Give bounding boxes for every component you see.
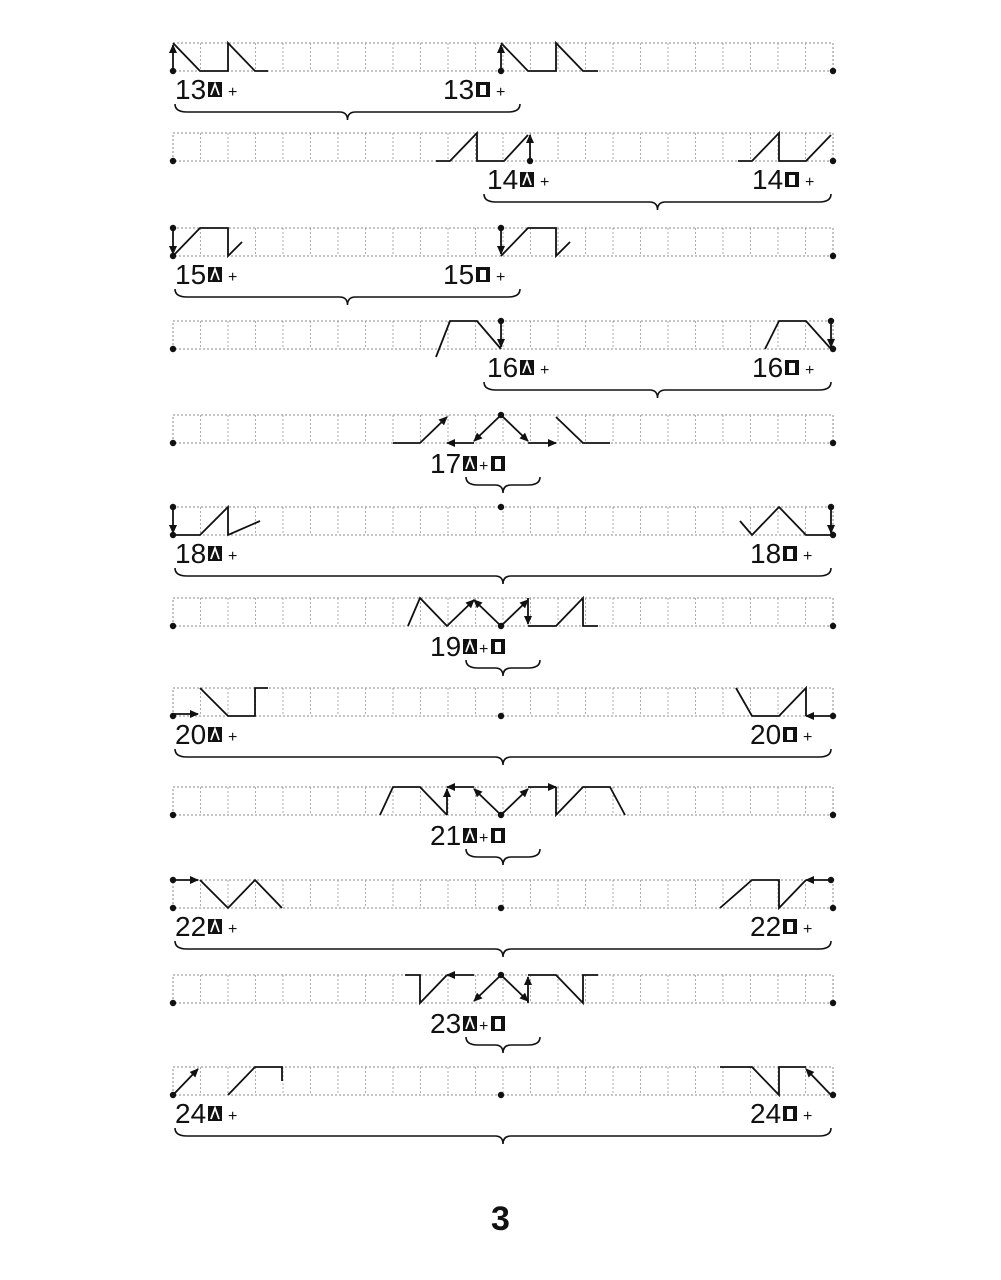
- exercise-number: 24: [175, 1098, 207, 1129]
- zigzag-left: [200, 880, 282, 908]
- plus-sign: +: [803, 729, 813, 746]
- mid-dot: [498, 504, 504, 510]
- label-center: [430, 820, 505, 851]
- label-right: [752, 352, 814, 383]
- stroke-b-icon: [783, 919, 797, 934]
- brace: [466, 1037, 540, 1053]
- label-left: [175, 719, 237, 750]
- stroke-b-icon: [491, 639, 505, 654]
- arrow-diag: [173, 1069, 198, 1095]
- stroke-a-icon: [520, 172, 534, 187]
- stroke-a-icon: [463, 639, 477, 654]
- stroke-b-icon-mark: [787, 1109, 793, 1119]
- grid-end-dot: [170, 158, 176, 164]
- stroke-b-icon: [783, 1106, 797, 1121]
- zigzag-right: [528, 598, 598, 626]
- grid-end-dot: [830, 440, 836, 446]
- exercise-row-13: [170, 43, 836, 120]
- exercise-number: 23: [430, 1008, 462, 1039]
- stroke-b-icon-mark: [789, 175, 795, 185]
- brace: [466, 477, 540, 493]
- exercise-row-18: [170, 504, 836, 584]
- brace: [175, 289, 520, 305]
- plus-sign: +: [805, 174, 815, 191]
- brace: [175, 1128, 831, 1144]
- label-left: [487, 352, 549, 383]
- exercise-number: 20: [175, 719, 207, 750]
- mid-dot: [498, 905, 504, 911]
- grid-end-dot: [170, 346, 176, 352]
- plus-sign: +: [479, 458, 489, 475]
- exercise-number: 19: [430, 631, 462, 662]
- zigzag-left: [228, 1067, 282, 1095]
- zigzag-right: [720, 1067, 806, 1095]
- start-dot: [498, 972, 504, 978]
- stroke-b-icon-mark: [495, 1019, 501, 1029]
- plus-sign: +: [803, 1108, 813, 1125]
- zigzag-right: [528, 975, 598, 1003]
- exercise-row-14: [170, 133, 836, 210]
- exercise-row-22: [170, 877, 836, 957]
- arrow-diag: [474, 975, 501, 1001]
- exercise-row-19: [170, 598, 836, 676]
- plus-sign: +: [228, 921, 238, 938]
- plus-sign: +: [496, 269, 506, 286]
- start-dot: [828, 877, 834, 883]
- label-right: [750, 1098, 812, 1129]
- exercise-number: 14: [487, 164, 519, 195]
- plus-sign: +: [803, 548, 813, 565]
- mid-dot: [498, 623, 504, 629]
- mid-dot: [498, 812, 504, 818]
- brace: [466, 849, 540, 865]
- brace: [484, 194, 831, 210]
- zigzag-left: [393, 417, 447, 443]
- stroke-b-icon-mark: [480, 85, 486, 95]
- start-dot: [498, 225, 504, 231]
- stroke-a-icon: [463, 1016, 477, 1031]
- arrow-diag: [501, 415, 528, 441]
- stroke-b-icon-mark: [495, 831, 501, 841]
- exercise-row-20: [170, 688, 836, 765]
- stroke-b-icon-mark: [787, 730, 793, 740]
- brace: [466, 660, 540, 676]
- label-left: [175, 1098, 237, 1129]
- arrow-diag: [501, 600, 528, 626]
- page-number: 3: [491, 1200, 510, 1238]
- exercise-number: 13: [443, 74, 475, 105]
- start-dot: [170, 504, 176, 510]
- label-left: [175, 538, 237, 569]
- zigzag-right: [556, 417, 610, 443]
- stroke-b-icon: [476, 267, 490, 282]
- plus-sign: +: [496, 84, 506, 101]
- exercise-row-24: [170, 1067, 836, 1144]
- plus-sign: +: [540, 362, 550, 379]
- exercise-number: 22: [750, 911, 782, 942]
- arrow-diag: [501, 789, 528, 815]
- zigzag-left: [405, 975, 447, 1003]
- grid-end-dot: [830, 68, 836, 74]
- exercise-number: 16: [487, 352, 519, 383]
- stroke-b-icon: [491, 1016, 505, 1031]
- plus-sign: +: [540, 174, 550, 191]
- exercise-number: 18: [175, 538, 207, 569]
- start-dot: [498, 412, 504, 418]
- brace: [175, 749, 831, 765]
- exercise-row-17: [170, 412, 836, 493]
- stroke-b-icon-mark: [495, 642, 501, 652]
- plus-sign: +: [228, 729, 238, 746]
- stroke-b-icon-mark: [787, 549, 793, 559]
- zigzag-left: [380, 787, 447, 815]
- zigzag-right: [501, 43, 598, 71]
- label-left: [487, 164, 549, 195]
- plus-sign: +: [479, 1018, 489, 1035]
- stroke-b-icon: [783, 727, 797, 742]
- stroke-a-icon: [208, 82, 222, 97]
- exercise-row-16: [170, 318, 836, 398]
- label-center: [430, 448, 505, 479]
- exercise-number: 16: [752, 352, 784, 383]
- stroke-b-icon-mark: [787, 922, 793, 932]
- mid-dot: [527, 158, 533, 164]
- exercise-row-23: [170, 972, 836, 1053]
- zigzag-left: [173, 507, 260, 535]
- stroke-a-icon: [208, 546, 222, 561]
- start-dot: [498, 318, 504, 324]
- exercise-number: 13: [175, 74, 207, 105]
- stroke-a-icon: [520, 360, 534, 375]
- label-left: [175, 911, 237, 942]
- stroke-b-icon: [491, 456, 505, 471]
- stroke-b-icon: [476, 82, 490, 97]
- stroke-a-icon: [463, 828, 477, 843]
- label-left: [175, 74, 237, 105]
- zigzag-right: [765, 321, 831, 349]
- brace: [175, 941, 831, 957]
- exercise-number: 18: [750, 538, 782, 569]
- start-dot: [828, 504, 834, 510]
- stroke-b-icon: [785, 360, 799, 375]
- zigzag-left: [173, 43, 268, 71]
- stroke-a-icon: [208, 919, 222, 934]
- grid-end-dot: [170, 440, 176, 446]
- stroke-a-icon: [208, 1106, 222, 1121]
- label-right: [443, 259, 505, 290]
- stroke-b-icon: [491, 828, 505, 843]
- exercise-number: 21: [430, 820, 462, 851]
- exercise-number: 15: [175, 259, 207, 290]
- zigzag-left: [173, 228, 242, 256]
- mid-dot: [498, 713, 504, 719]
- grid-end-dot: [170, 623, 176, 629]
- mid-dot: [498, 68, 504, 74]
- zigzag-right: [740, 507, 831, 535]
- stroke-a-icon: [463, 456, 477, 471]
- grid-end-dot: [830, 623, 836, 629]
- zigzag-left: [200, 688, 268, 716]
- brace: [175, 104, 520, 120]
- arrow-diag: [806, 1069, 831, 1095]
- zigzag-right: [720, 880, 806, 908]
- plus-sign: +: [228, 1108, 238, 1125]
- grid-end-dot: [830, 1000, 836, 1006]
- exercise-number: 15: [443, 259, 475, 290]
- label-right: [750, 719, 812, 750]
- grid-end-dot: [830, 158, 836, 164]
- label-right: [750, 538, 812, 569]
- label-center: [430, 631, 505, 662]
- label-right: [443, 74, 505, 105]
- zigzag-left: [436, 133, 528, 161]
- plus-sign: +: [479, 830, 489, 847]
- start-dot: [828, 318, 834, 324]
- zigzag-right: [736, 688, 806, 716]
- stroke-b-icon-mark: [789, 363, 795, 373]
- label-left: [175, 259, 237, 290]
- stroke-b-icon-mark: [480, 270, 486, 280]
- exercise-row-15: [170, 225, 836, 305]
- plus-sign: +: [228, 84, 238, 101]
- start-dot: [170, 877, 176, 883]
- grid-end-dot: [170, 1000, 176, 1006]
- grid-end-dot: [830, 812, 836, 818]
- label-right: [752, 164, 814, 195]
- brace: [484, 382, 831, 398]
- exercise-number: 14: [752, 164, 784, 195]
- plus-sign: +: [228, 548, 238, 565]
- arrow-diag: [474, 600, 501, 626]
- zigzag-left: [408, 598, 474, 626]
- start-dot: [170, 225, 176, 231]
- stroke-a-icon: [208, 727, 222, 742]
- stroke-a-icon: [208, 267, 222, 282]
- label-right: [750, 911, 812, 942]
- stroke-b-icon-mark: [495, 459, 501, 469]
- stroke-b-icon: [785, 172, 799, 187]
- exercise-number: 20: [750, 719, 782, 750]
- exercise-row-21: [170, 787, 836, 865]
- exercise-number: 22: [175, 911, 207, 942]
- exercise-number: 17: [430, 448, 462, 479]
- brace: [175, 568, 831, 584]
- mid-dot: [498, 1092, 504, 1098]
- plus-sign: +: [805, 362, 815, 379]
- grid-end-dot: [830, 905, 836, 911]
- zigzag-right: [501, 228, 570, 256]
- plus-sign: +: [803, 921, 813, 938]
- grid-end-dot: [170, 812, 176, 818]
- stroke-b-icon: [783, 546, 797, 561]
- plus-sign: +: [228, 269, 238, 286]
- arrow-diag: [474, 415, 501, 441]
- exercise-number: 24: [750, 1098, 782, 1129]
- zigzag-right: [556, 787, 625, 815]
- label-center: [430, 1008, 505, 1039]
- arrow-diag: [474, 789, 501, 815]
- grid-end-dot: [830, 253, 836, 259]
- plus-sign: +: [479, 641, 489, 658]
- zigzag-right: [738, 133, 831, 161]
- arrow-diag: [501, 975, 528, 1001]
